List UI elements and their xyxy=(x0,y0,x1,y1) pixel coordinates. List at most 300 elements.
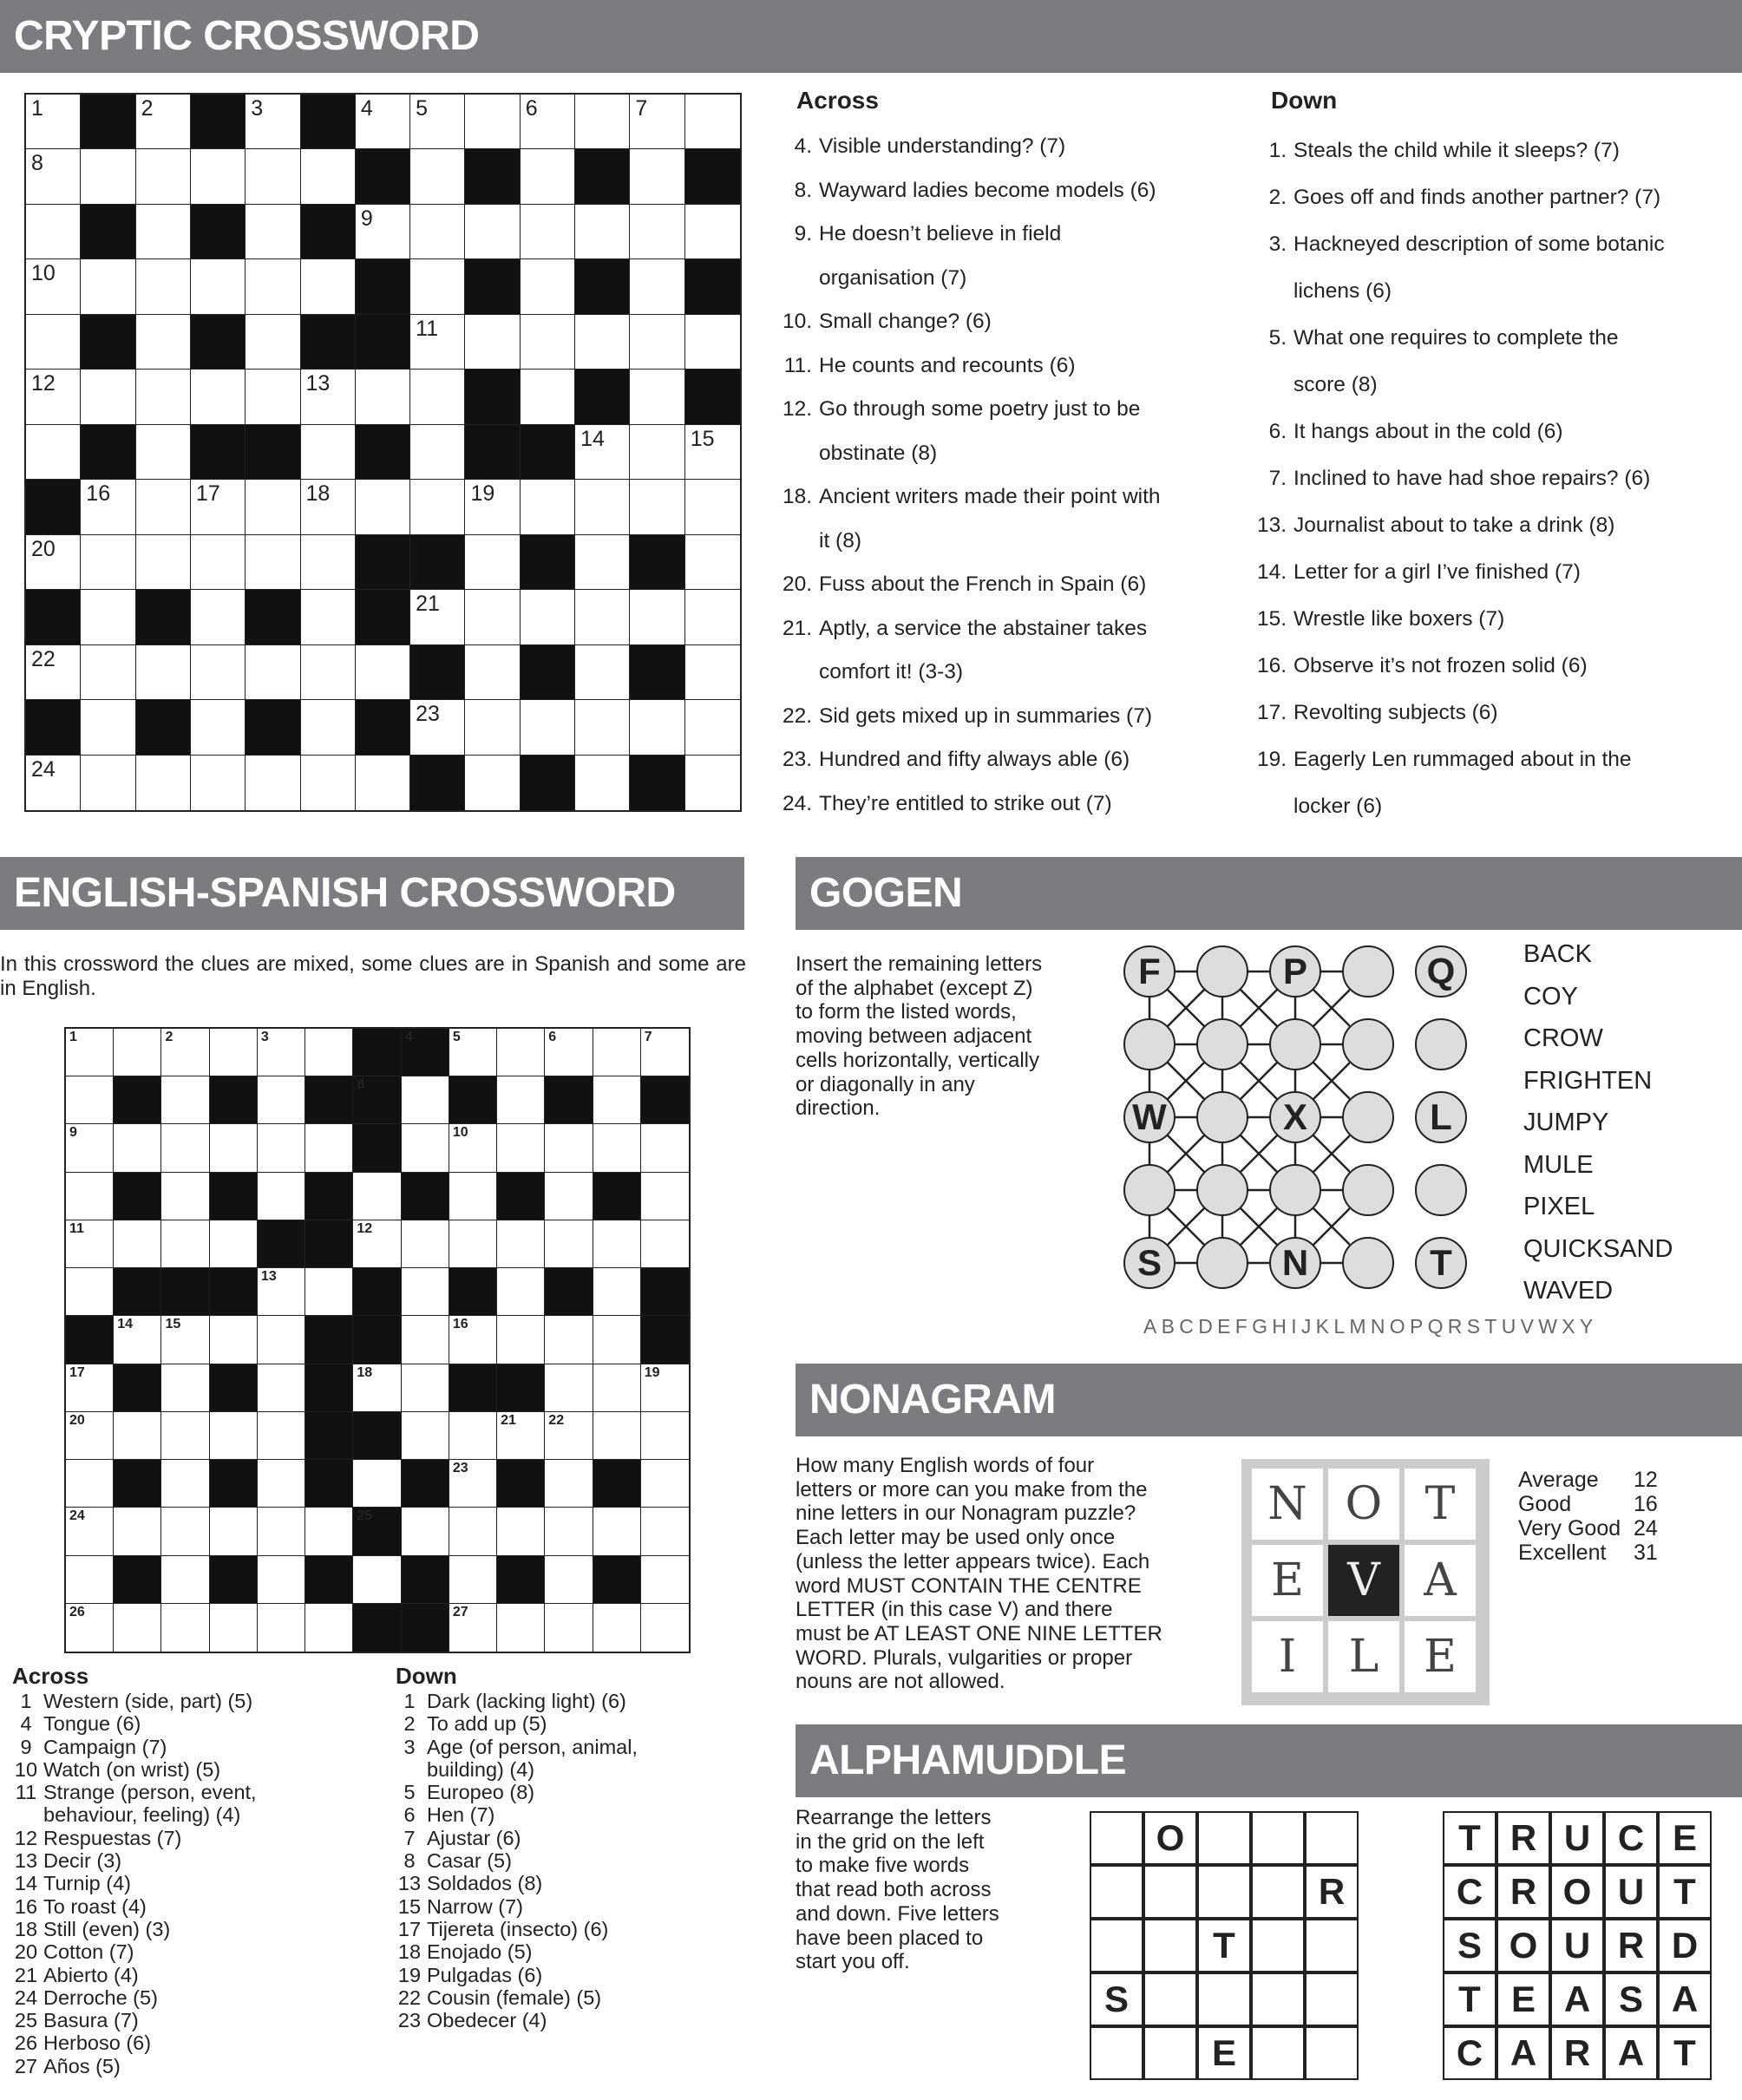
es-cell[interactable] xyxy=(593,1604,641,1652)
es-cell[interactable] xyxy=(449,1124,497,1172)
es-cell[interactable] xyxy=(402,1220,449,1268)
es-cell[interactable] xyxy=(258,1364,305,1412)
cryptic-cell[interactable] xyxy=(191,535,246,590)
cryptic-cell[interactable] xyxy=(26,645,81,700)
es-cell[interactable] xyxy=(449,1220,497,1268)
cryptic-cell[interactable] xyxy=(191,645,246,700)
es-cell[interactable] xyxy=(161,1508,209,1555)
es-cell[interactable] xyxy=(402,1364,449,1412)
es-cell[interactable] xyxy=(161,1364,209,1412)
cryptic-cell[interactable] xyxy=(26,756,81,810)
es-cell[interactable] xyxy=(66,1076,114,1124)
gogen-cell[interactable] xyxy=(1269,1164,1321,1216)
cryptic-cell[interactable] xyxy=(356,480,410,534)
es-cell[interactable] xyxy=(114,1124,161,1172)
es-down-clue-number: 7 xyxy=(403,1826,416,1849)
cryptic-cell[interactable] xyxy=(410,205,465,259)
gogen-cell[interactable]: X xyxy=(1269,1091,1321,1143)
gogen-cell[interactable] xyxy=(1342,1164,1394,1216)
es-cell[interactable] xyxy=(449,1029,497,1076)
alphamuddle-puzzle-cell[interactable] xyxy=(1090,1811,1143,1865)
gogen-cell[interactable]: N xyxy=(1269,1237,1321,1289)
alphamuddle-puzzle-cell[interactable] xyxy=(1251,1811,1305,1865)
alphamuddle-puzzle-cell[interactable] xyxy=(1197,1865,1251,1919)
es-cell[interactable] xyxy=(593,1364,641,1412)
es-cell[interactable] xyxy=(258,1173,305,1220)
cryptic-cell[interactable] xyxy=(81,149,135,204)
es-cell[interactable] xyxy=(353,1173,401,1220)
gogen-cell[interactable]: W xyxy=(1123,1091,1176,1143)
cryptic-cell[interactable] xyxy=(191,370,246,424)
gogen-cell[interactable]: P xyxy=(1269,945,1321,998)
cryptic-cell[interactable] xyxy=(246,480,300,534)
alphamuddle-puzzle-cell[interactable] xyxy=(1090,2026,1143,2080)
cryptic-cell[interactable] xyxy=(301,535,356,590)
es-cell[interactable] xyxy=(114,1508,161,1555)
cryptic-cell[interactable] xyxy=(521,315,575,370)
es-cell[interactable] xyxy=(258,1604,305,1652)
cryptic-cell[interactable] xyxy=(26,259,81,314)
cryptic-cell[interactable] xyxy=(521,370,575,424)
es-cell[interactable] xyxy=(545,1508,593,1555)
cryptic-cell[interactable] xyxy=(521,95,575,149)
es-cell[interactable] xyxy=(545,1316,593,1364)
cryptic-cell[interactable] xyxy=(356,95,410,149)
gogen-cell[interactable]: T xyxy=(1415,1237,1467,1289)
cryptic-cell[interactable] xyxy=(246,205,300,259)
gogen-cell[interactable] xyxy=(1415,1018,1467,1070)
es-cell[interactable] xyxy=(449,1556,497,1604)
cryptic-cell[interactable] xyxy=(81,535,135,590)
es-cell[interactable] xyxy=(449,1412,497,1460)
es-cell[interactable] xyxy=(210,1220,258,1268)
es-cell[interactable] xyxy=(545,1173,593,1220)
cryptic-cell[interactable] xyxy=(575,480,630,534)
es-cell[interactable] xyxy=(161,1029,209,1076)
es-cell[interactable] xyxy=(258,1508,305,1555)
gogen-cell[interactable]: S xyxy=(1123,1237,1176,1289)
es-cell[interactable] xyxy=(210,1316,258,1364)
cryptic-cell[interactable] xyxy=(410,370,465,424)
cryptic-cell[interactable] xyxy=(81,590,135,644)
cryptic-cell[interactable] xyxy=(136,425,191,480)
es-cell[interactable] xyxy=(497,1124,545,1172)
es-cell[interactable] xyxy=(497,1412,545,1460)
cryptic-cell[interactable] xyxy=(630,480,684,534)
es-cell[interactable] xyxy=(545,1220,593,1268)
cryptic-cell[interactable] xyxy=(26,425,81,480)
cryptic-cell[interactable] xyxy=(26,535,81,590)
alphamuddle-puzzle-cell[interactable]: R xyxy=(1305,1865,1359,1919)
es-cell[interactable] xyxy=(161,1316,209,1364)
cryptic-cell[interactable] xyxy=(356,756,410,810)
es-cell[interactable] xyxy=(497,1604,545,1652)
cryptic-cell[interactable] xyxy=(246,259,300,314)
es-cell[interactable] xyxy=(305,1268,353,1316)
cryptic-cell[interactable] xyxy=(630,205,684,259)
gogen-cell[interactable] xyxy=(1196,1237,1248,1289)
gogen-cell[interactable] xyxy=(1196,1164,1248,1216)
gogen-cell[interactable] xyxy=(1342,1237,1394,1289)
cryptic-cell[interactable] xyxy=(136,205,191,259)
alphamuddle-puzzle-cell[interactable]: T xyxy=(1197,1919,1251,1972)
cryptic-cell[interactable] xyxy=(685,425,740,480)
cryptic-cell[interactable] xyxy=(356,645,410,700)
es-cell[interactable] xyxy=(641,1124,689,1172)
cryptic-cell[interactable] xyxy=(246,149,300,204)
cryptic-cell[interactable] xyxy=(685,700,740,755)
cryptic-cell[interactable] xyxy=(191,149,246,204)
cryptic-cell[interactable] xyxy=(301,149,356,204)
cryptic-cell[interactable] xyxy=(301,425,356,480)
es-cell[interactable] xyxy=(66,1364,114,1412)
gogen-cell[interactable]: F xyxy=(1123,945,1176,998)
es-cell[interactable] xyxy=(258,1316,305,1364)
gogen-cell[interactable] xyxy=(1342,945,1394,998)
cryptic-cell[interactable] xyxy=(465,700,520,755)
es-cell[interactable] xyxy=(545,1556,593,1604)
cryptic-cell[interactable] xyxy=(81,645,135,700)
cryptic-cell[interactable] xyxy=(410,95,465,149)
cryptic-cell[interactable] xyxy=(630,425,684,480)
es-cell[interactable] xyxy=(305,1604,353,1652)
es-cell[interactable] xyxy=(641,1220,689,1268)
cryptic-cell[interactable] xyxy=(136,315,191,370)
es-cell[interactable] xyxy=(258,1029,305,1076)
cryptic-cell[interactable] xyxy=(465,756,520,810)
gogen-cell[interactable] xyxy=(1269,1018,1321,1070)
es-cell[interactable] xyxy=(545,1460,593,1508)
cryptic-cell[interactable] xyxy=(26,149,81,204)
cryptic-cell[interactable] xyxy=(81,700,135,755)
alphamuddle-puzzle-cell[interactable] xyxy=(1251,1919,1305,1972)
gogen-cell[interactable] xyxy=(1123,1164,1176,1216)
es-down-clue-number: 19 xyxy=(397,1963,422,1986)
es-cell[interactable] xyxy=(258,1412,305,1460)
alphamuddle-puzzle-cell[interactable]: E xyxy=(1197,2026,1251,2080)
cryptic-cell[interactable] xyxy=(81,370,135,424)
cryptic-cell[interactable] xyxy=(465,95,520,149)
cryptic-cell[interactable] xyxy=(301,756,356,810)
es-cell[interactable] xyxy=(497,1029,545,1076)
alphamuddle-puzzle-cell[interactable] xyxy=(1305,1919,1359,1972)
cryptic-cell[interactable] xyxy=(575,315,630,370)
cryptic-cell[interactable] xyxy=(521,700,575,755)
alphamuddle-puzzle-cell[interactable] xyxy=(1197,1972,1251,2026)
alphamuddle-puzzle-cell[interactable] xyxy=(1143,1865,1197,1919)
cryptic-cell[interactable] xyxy=(630,259,684,314)
gogen-cell[interactable] xyxy=(1342,1091,1394,1143)
es-cell[interactable] xyxy=(641,1508,689,1555)
es-cell[interactable] xyxy=(305,1029,353,1076)
cryptic-cell[interactable] xyxy=(465,535,520,590)
cryptic-cell[interactable] xyxy=(410,259,465,314)
es-cell[interactable] xyxy=(114,1316,161,1364)
cryptic-cell[interactable] xyxy=(685,535,740,590)
es-cell[interactable] xyxy=(593,1124,641,1172)
es-cell[interactable] xyxy=(66,1556,114,1604)
es-cell[interactable] xyxy=(258,1076,305,1124)
cryptic-cell[interactable] xyxy=(410,700,465,755)
es-cell[interactable] xyxy=(449,1604,497,1652)
es-cell[interactable] xyxy=(161,1173,209,1220)
alphamuddle-puzzle-cell[interactable] xyxy=(1143,1972,1197,2026)
es-cell[interactable] xyxy=(66,1029,114,1076)
cryptic-cell[interactable] xyxy=(575,95,630,149)
es-cell[interactable] xyxy=(641,1364,689,1412)
es-cell[interactable] xyxy=(114,1029,161,1076)
es-cell[interactable] xyxy=(497,1268,545,1316)
gogen-cell[interactable]: L xyxy=(1415,1091,1467,1143)
cryptic-cell[interactable] xyxy=(465,480,520,534)
es-cell[interactable] xyxy=(161,1412,209,1460)
cryptic-cell[interactable] xyxy=(685,590,740,644)
es-clue-number: 5 xyxy=(452,1030,461,1044)
es-cell[interactable] xyxy=(66,1124,114,1172)
es-cell[interactable] xyxy=(449,1508,497,1555)
cryptic-cell[interactable] xyxy=(685,95,740,149)
cryptic-cell[interactable] xyxy=(465,205,520,259)
es-cell[interactable] xyxy=(497,1220,545,1268)
alphamuddle-puzzle-cell[interactable]: O xyxy=(1143,1811,1197,1865)
es-cell[interactable] xyxy=(66,1604,114,1652)
es-cell[interactable] xyxy=(161,1460,209,1508)
cryptic-cell[interactable] xyxy=(465,645,520,700)
gogen-cell[interactable]: Q xyxy=(1415,945,1467,998)
es-cell[interactable] xyxy=(641,1460,689,1508)
es-cell[interactable] xyxy=(161,1220,209,1268)
es-cell[interactable] xyxy=(402,1508,449,1555)
cryptic-cell[interactable] xyxy=(521,205,575,259)
es-cell[interactable] xyxy=(210,1029,258,1076)
cryptic-cell[interactable] xyxy=(575,700,630,755)
es-cell[interactable] xyxy=(402,1268,449,1316)
es-cell[interactable] xyxy=(161,1556,209,1604)
es-cell[interactable] xyxy=(402,1124,449,1172)
cryptic-cell[interactable] xyxy=(246,756,300,810)
alphamuddle-puzzle-cell[interactable] xyxy=(1305,1972,1359,2026)
cryptic-across-clue-text: Wayward ladies become models (6) xyxy=(819,178,1156,202)
gogen-cell[interactable] xyxy=(1342,1018,1394,1070)
cryptic-cell[interactable] xyxy=(246,645,300,700)
es-cell[interactable] xyxy=(641,1604,689,1652)
cryptic-cell[interactable] xyxy=(191,700,246,755)
es-cell[interactable] xyxy=(210,1412,258,1460)
gogen-cell[interactable] xyxy=(1196,945,1248,998)
cryptic-cell[interactable] xyxy=(301,480,356,534)
es-cell[interactable] xyxy=(402,1316,449,1364)
cryptic-cell[interactable] xyxy=(521,590,575,644)
cryptic-cell[interactable] xyxy=(685,645,740,700)
es-cell[interactable] xyxy=(497,1316,545,1364)
es-cell[interactable] xyxy=(353,1556,401,1604)
cryptic-cell[interactable] xyxy=(356,370,410,424)
cryptic-cell[interactable] xyxy=(630,95,684,149)
cryptic-cell[interactable] xyxy=(575,645,630,700)
alphamuddle-puzzle-cell[interactable] xyxy=(1251,1972,1305,2026)
cryptic-across-clue-number: 21. xyxy=(782,616,812,640)
cryptic-cell[interactable] xyxy=(630,700,684,755)
es-cell[interactable] xyxy=(402,1076,449,1124)
es-cell[interactable] xyxy=(66,1220,114,1268)
es-cell[interactable] xyxy=(449,1316,497,1364)
cryptic-cell[interactable] xyxy=(246,535,300,590)
es-cell[interactable] xyxy=(258,1124,305,1172)
cryptic-cell[interactable] xyxy=(136,645,191,700)
es-cell[interactable] xyxy=(593,1220,641,1268)
alphamuddle-puzzle-cell[interactable] xyxy=(1251,1865,1305,1919)
cryptic-cell[interactable] xyxy=(301,700,356,755)
es-cell[interactable] xyxy=(66,1173,114,1220)
es-down-clue-text: Obedecer (4) xyxy=(427,2009,547,2032)
es-cell[interactable] xyxy=(641,1412,689,1460)
alphamuddle-puzzle-cell[interactable] xyxy=(1251,2026,1305,2080)
es-cell[interactable] xyxy=(593,1029,641,1076)
cryptic-cell[interactable] xyxy=(410,590,465,644)
cryptic-cell[interactable] xyxy=(521,149,575,204)
cryptic-cell[interactable] xyxy=(630,315,684,370)
es-cell[interactable] xyxy=(353,1220,401,1268)
cryptic-cell[interactable] xyxy=(191,259,246,314)
cryptic-cell[interactable] xyxy=(465,590,520,644)
cryptic-cell[interactable] xyxy=(301,259,356,314)
es-cell[interactable] xyxy=(66,1460,114,1508)
cryptic-cell[interactable] xyxy=(136,259,191,314)
es-cell[interactable] xyxy=(161,1124,209,1172)
alphamuddle-puzzle-cell[interactable] xyxy=(1305,1811,1359,1865)
es-cell[interactable] xyxy=(114,1220,161,1268)
cryptic-cell[interactable] xyxy=(410,149,465,204)
cryptic-cell[interactable] xyxy=(301,590,356,644)
cryptic-cell[interactable] xyxy=(246,95,300,149)
es-cell[interactable] xyxy=(641,1029,689,1076)
cryptic-cell[interactable] xyxy=(81,259,135,314)
cryptic-cell[interactable] xyxy=(191,756,246,810)
cryptic-cell[interactable] xyxy=(575,535,630,590)
es-cell[interactable] xyxy=(641,1556,689,1604)
es-cell[interactable] xyxy=(353,1460,401,1508)
cryptic-cell[interactable] xyxy=(575,205,630,259)
cryptic-cell[interactable] xyxy=(136,756,191,810)
cryptic-cell[interactable] xyxy=(136,370,191,424)
cryptic-cell[interactable] xyxy=(301,645,356,700)
es-cell[interactable] xyxy=(210,1124,258,1172)
es-cell[interactable] xyxy=(545,1124,593,1172)
alphamuddle-puzzle-cell[interactable] xyxy=(1305,2026,1359,2080)
cryptic-cell[interactable] xyxy=(136,535,191,590)
es-cell[interactable] xyxy=(641,1173,689,1220)
cryptic-cell[interactable] xyxy=(575,590,630,644)
cryptic-cell[interactable] xyxy=(521,480,575,534)
es-cell[interactable] xyxy=(114,1604,161,1652)
es-cell[interactable] xyxy=(545,1029,593,1076)
es-cell[interactable] xyxy=(210,1508,258,1555)
es-cell[interactable] xyxy=(114,1412,161,1460)
cryptic-cell[interactable] xyxy=(356,205,410,259)
cryptic-cell[interactable] xyxy=(575,425,630,480)
gogen-cell[interactable] xyxy=(1196,1018,1248,1070)
cryptic-cell[interactable] xyxy=(685,480,740,534)
cryptic-cell[interactable] xyxy=(410,315,465,370)
es-cell[interactable] xyxy=(593,1508,641,1555)
es-cell[interactable] xyxy=(258,1460,305,1508)
es-cell[interactable] xyxy=(593,1076,641,1124)
gogen-word: WAVED xyxy=(1523,1277,1614,1305)
es-cell[interactable] xyxy=(305,1124,353,1172)
cryptic-cell[interactable] xyxy=(246,370,300,424)
es-cell[interactable] xyxy=(161,1076,209,1124)
es-cell[interactable] xyxy=(545,1604,593,1652)
cryptic-cell[interactable] xyxy=(685,315,740,370)
cryptic-cell[interactable] xyxy=(630,370,684,424)
es-across-clue-text: Abierto (4) xyxy=(43,1963,139,1986)
es-cell[interactable] xyxy=(353,1364,401,1412)
cryptic-cell[interactable] xyxy=(136,480,191,534)
es-cell[interactable] xyxy=(305,1508,353,1555)
cryptic-cell[interactable] xyxy=(191,590,246,644)
es-cell[interactable] xyxy=(593,1316,641,1364)
es-cell[interactable] xyxy=(593,1412,641,1460)
cryptic-cell[interactable] xyxy=(26,370,81,424)
cryptic-cell[interactable] xyxy=(685,205,740,259)
alphamuddle-puzzle-cell[interactable] xyxy=(1090,1919,1143,1972)
es-cell[interactable] xyxy=(497,1508,545,1555)
cryptic-cell[interactable] xyxy=(136,95,191,149)
es-cell[interactable] xyxy=(402,1412,449,1460)
cryptic-black-cell xyxy=(26,590,81,644)
gogen-cell[interactable] xyxy=(1415,1164,1467,1216)
cryptic-cell[interactable] xyxy=(26,315,81,370)
gogen-cell[interactable] xyxy=(1123,1018,1176,1070)
es-cell[interactable] xyxy=(258,1268,305,1316)
cryptic-cell[interactable] xyxy=(410,480,465,534)
es-cell[interactable] xyxy=(449,1460,497,1508)
es-cell[interactable] xyxy=(593,1268,641,1316)
cryptic-cell[interactable] xyxy=(521,259,575,314)
es-cell[interactable] xyxy=(449,1173,497,1220)
alphamuddle-puzzle-cell[interactable] xyxy=(1143,1919,1197,1972)
cryptic-cell[interactable] xyxy=(81,756,135,810)
cryptic-cell[interactable] xyxy=(26,95,81,149)
cryptic-cell[interactable] xyxy=(685,756,740,810)
cryptic-cell[interactable] xyxy=(575,756,630,810)
cryptic-cell[interactable] xyxy=(630,590,684,644)
es-cell[interactable] xyxy=(66,1268,114,1316)
es-cell[interactable] xyxy=(66,1412,114,1460)
cryptic-cell[interactable] xyxy=(136,149,191,204)
es-cell[interactable] xyxy=(210,1604,258,1652)
cryptic-cell[interactable] xyxy=(26,205,81,259)
es-cell[interactable] xyxy=(545,1412,593,1460)
es-cell[interactable] xyxy=(497,1076,545,1124)
es-cell[interactable] xyxy=(66,1508,114,1555)
cryptic-cell[interactable] xyxy=(81,480,135,534)
alphamuddle-puzzle-cell[interactable] xyxy=(1197,1811,1251,1865)
alphamuddle-puzzle-cell[interactable] xyxy=(1143,2026,1197,2080)
gogen-cell[interactable] xyxy=(1196,1091,1248,1143)
alphamuddle-puzzle-cell[interactable]: S xyxy=(1090,1972,1143,2026)
cryptic-cell[interactable] xyxy=(465,315,520,370)
alphamuddle-puzzle-cell[interactable] xyxy=(1090,1865,1143,1919)
es-cell[interactable] xyxy=(545,1364,593,1412)
cryptic-cell[interactable] xyxy=(630,149,684,204)
es-cell[interactable] xyxy=(258,1556,305,1604)
cryptic-cell[interactable] xyxy=(246,315,300,370)
cryptic-cell[interactable] xyxy=(410,425,465,480)
cryptic-cell[interactable] xyxy=(301,370,356,424)
es-cell[interactable] xyxy=(161,1604,209,1652)
cryptic-cell[interactable] xyxy=(191,480,246,534)
